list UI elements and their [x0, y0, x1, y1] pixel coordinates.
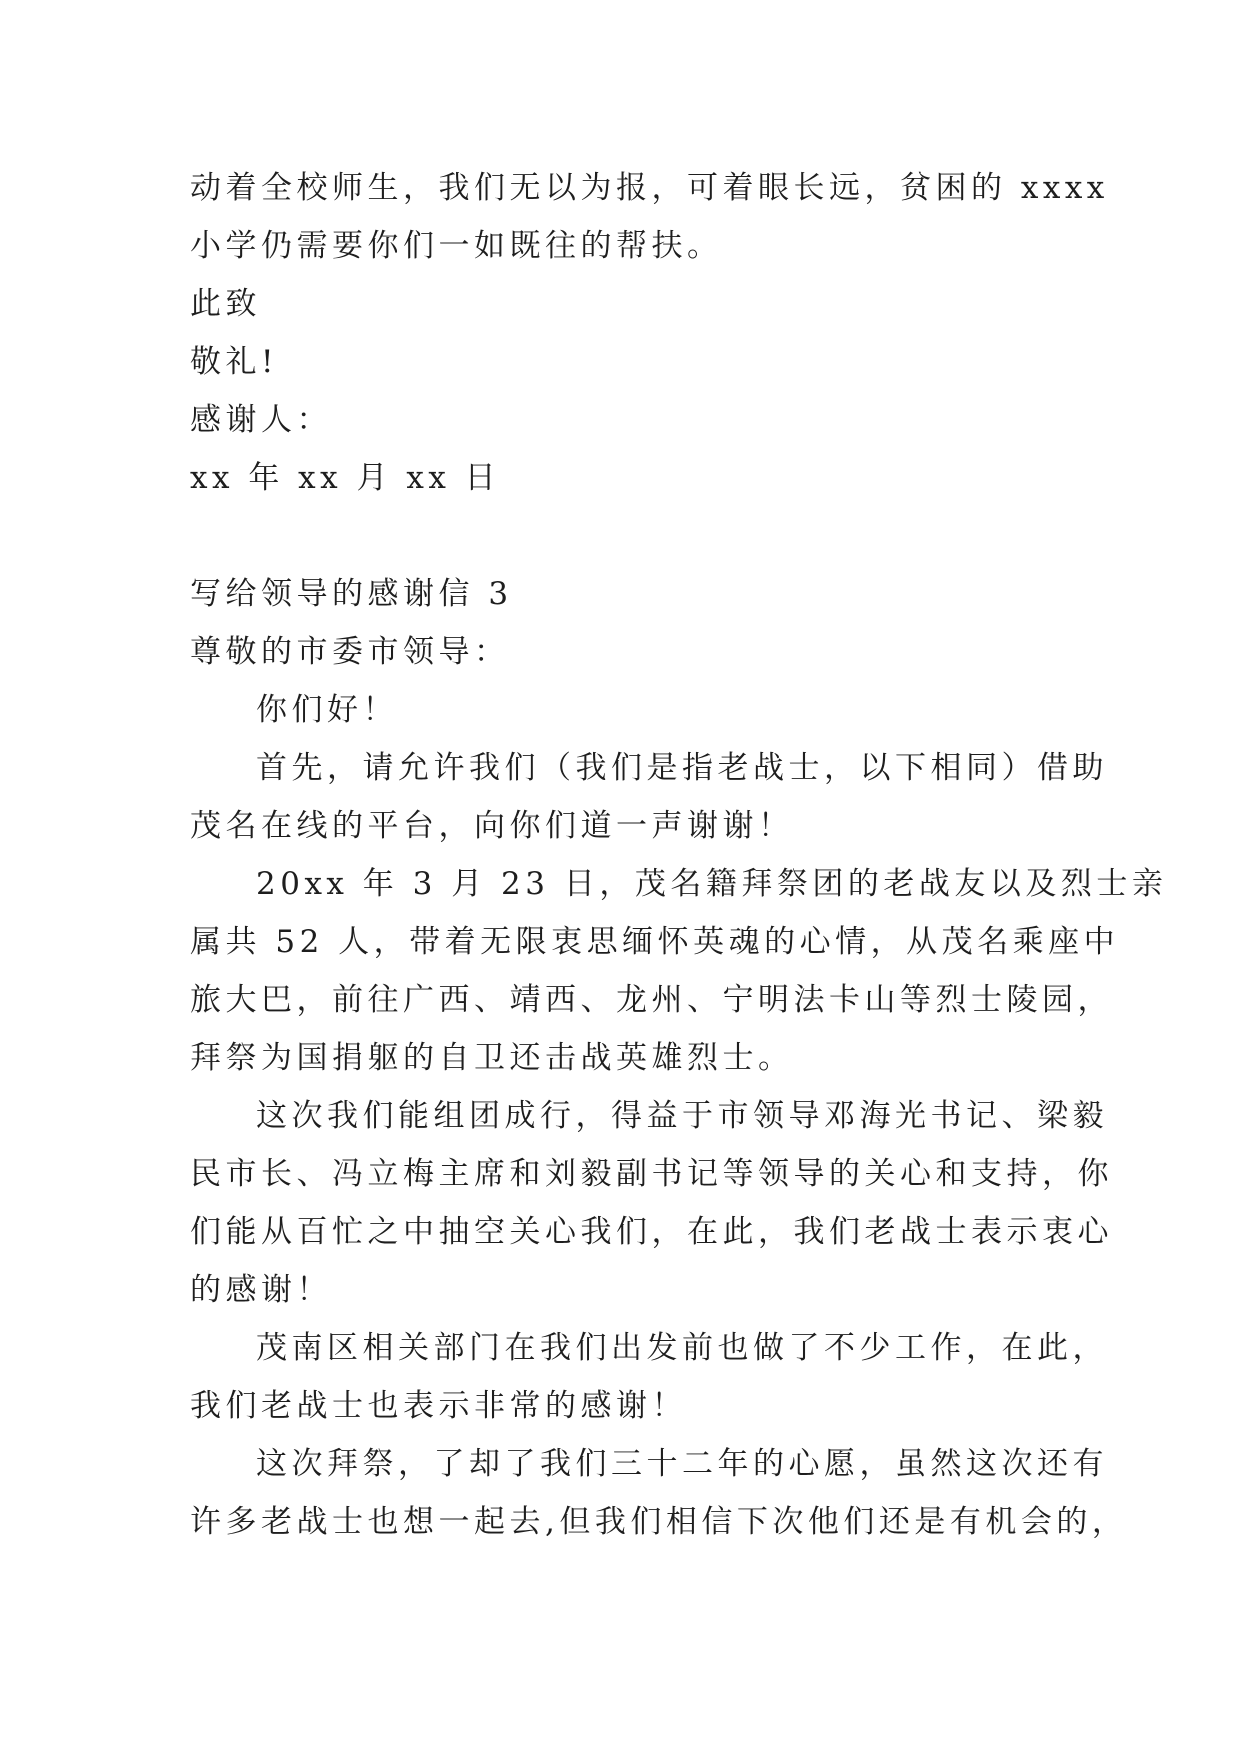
paragraph-2-line-3: 旅大巴，前往广西、靖西、龙州、宁明法卡山等烈士陵园， [190, 982, 1113, 1018]
paragraph-3-line-3: 们能从百忙之中抽空关心我们，在此，我们老战士表示衷心 [190, 1214, 1113, 1250]
closing-salutation: 此致 [190, 286, 261, 322]
text-line-2: 小学仍需要你们一如既往的帮扶。 [190, 228, 723, 264]
paragraph-4-line-2: 我们老战士也表示非常的感谢！ [190, 1388, 687, 1424]
paragraph-3-line-1: 这次我们能组团成行，得益于市领导邓海光书记、梁毅 [256, 1098, 1108, 1134]
paragraph-4-line-1: 茂南区相关部门在我们出发前也做了不少工作，在此， [256, 1330, 1108, 1366]
section-title: 写给领导的感谢信 3 [190, 576, 513, 612]
letter-greeting: 尊敬的市委市领导： [190, 634, 510, 670]
closing-respects: 敬礼! [190, 344, 278, 380]
paragraph-2-line-4: 拜祭为国捐躯的自卫还击战英雄烈士。 [190, 1040, 794, 1076]
paragraph-2-line-1: 20xx 年 3 月 23 日，茂名籍拜祭团的老战友以及烈士亲 [256, 866, 1168, 902]
paragraph-1-line-1: 首先，请允许我们（我们是指老战士，以下相同）借助 [256, 750, 1108, 786]
signature-label: 感谢人： [190, 402, 332, 438]
salutation: 你们好！ [256, 692, 398, 728]
paragraph-3-line-2: 民市长、冯立梅主席和刘毅副书记等领导的关心和支持，你 [190, 1156, 1113, 1192]
date-line: xx 年 xx 月 xx 日 [190, 460, 501, 496]
paragraph-3-line-4: 的感谢！ [190, 1272, 332, 1308]
paragraph-5-line-2: 许多老战士也想一起去,但我们相信下次他们还是有机会的， [190, 1504, 1128, 1540]
paragraph-5-line-1: 这次拜祭，了却了我们三十二年的心愿，虽然这次还有 [256, 1446, 1108, 1482]
text-line-1: 动着全校师生，我们无以为报，可着眼长远，贫困的 xxxx [190, 170, 1109, 206]
paragraph-2-line-2: 属共 52 人，带着无限衷思缅怀英魂的心情，从茂名乘座中 [190, 924, 1120, 960]
paragraph-1-line-2: 茂名在线的平台，向你们道一声谢谢！ [190, 808, 794, 844]
